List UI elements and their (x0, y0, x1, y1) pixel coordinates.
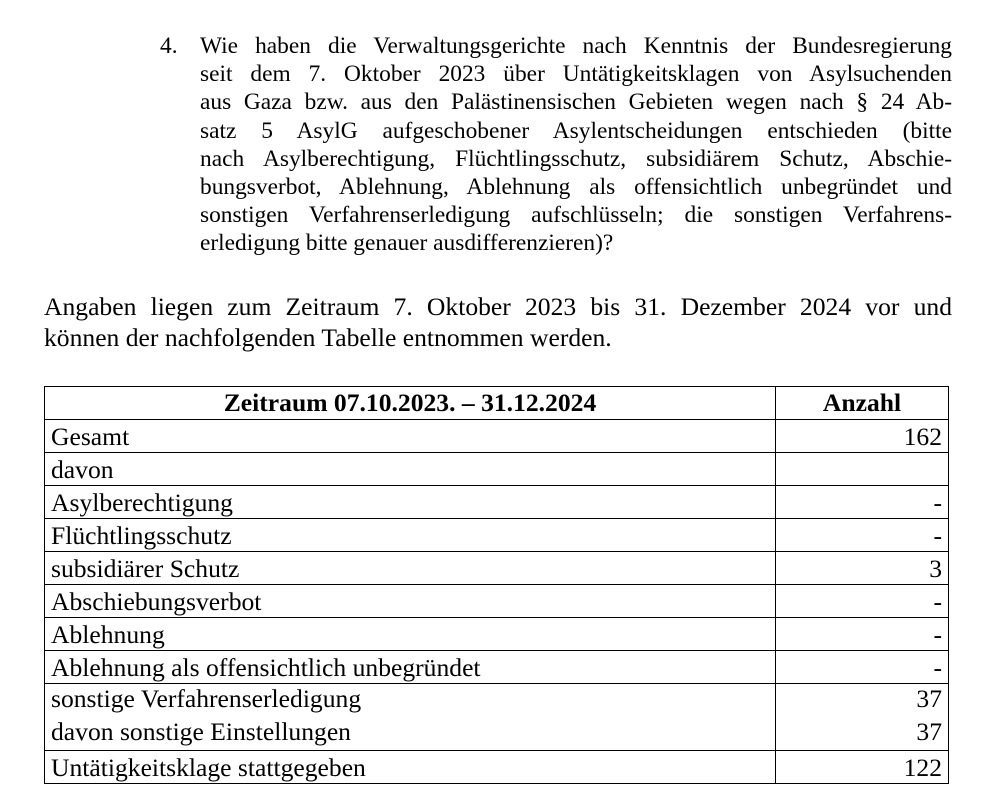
row-label: Flüchtlingsschutz (45, 519, 776, 552)
merged-label-cell (45, 684, 776, 751)
row-label: Ablehnung als offensichtlich unbegründet (45, 651, 776, 684)
row-subvalue: 37 (916, 717, 942, 746)
row-label: Untätigkeitsklage stattgegeben (45, 751, 776, 784)
row-value: 162 (776, 420, 949, 453)
row-label: sonstige Verfahrenserledigung (51, 684, 362, 713)
row-value: - (776, 618, 949, 651)
table-row (45, 651, 949, 684)
row-label: Gesamt (45, 420, 776, 453)
table-row (45, 453, 949, 486)
row-label: Asylberechtigung (45, 486, 776, 519)
row-value (776, 453, 949, 486)
row-label: Ablehnung (45, 618, 776, 651)
table-row (45, 751, 949, 784)
table-row (45, 618, 949, 651)
question-number: 4. (160, 33, 178, 59)
question-block (160, 32, 952, 258)
question-line: sonstigen Verfahrenserledigung aufschlüsseln; die sonstigen Verfahrens- (200, 202, 952, 229)
row-value: 122 (776, 751, 949, 784)
row-label: davon (45, 453, 776, 486)
table-row (45, 486, 949, 519)
row-value: - (776, 585, 949, 618)
answer-paragraph (44, 291, 952, 353)
header-count: Anzahl (776, 387, 949, 420)
answer-line: Angaben liegen zum Zeitraum 7. Oktober 2023 bis 31. Dezember 2024 vor und (44, 292, 952, 321)
question-line: Wie haben die Verwaltungsgerichte nach Kenntnis der Bundesregierung (200, 33, 952, 59)
row-value: - (776, 651, 949, 684)
question-line: nach Asylberechtigung, Flüchtlingsschutz, subsidiärem Schutz, Abschie- (200, 145, 952, 172)
question-line: bungsverbot, Ablehnung, Ablehnung als offensichtlich unbegründet und (200, 174, 952, 201)
row-value: 3 (776, 552, 949, 585)
question-line: aus Gaza bzw. aus den Palästinensischen Gebieten wegen nach § 24 Ab- (200, 89, 952, 116)
table-row (45, 519, 949, 552)
row-label: Abschiebungsverbot (45, 585, 776, 618)
table-row-merged (45, 684, 949, 751)
statistics-table (44, 386, 949, 784)
merged-value-cell (776, 684, 949, 751)
table-header-row (45, 387, 949, 420)
row-value: - (776, 519, 949, 552)
row-label: subsidiärer Schutz (45, 552, 776, 585)
table-row (45, 552, 949, 585)
question-text (200, 32, 952, 258)
answer-line: können der nachfolgenden Tabelle entnommen werden. (44, 323, 612, 352)
header-period: Zeitraum 07.10.2023. – 31.12.2024 (45, 387, 776, 420)
row-value: - (776, 486, 949, 519)
table-row (45, 585, 949, 618)
table-row (45, 420, 949, 453)
question-line: satz 5 AsylG aufgeschobener Asylentscheidungen entschieden (bitte (200, 117, 952, 144)
question-line: erledigung bitte genauer ausdifferenzieren)? (200, 230, 614, 257)
row-value: 37 (916, 684, 942, 713)
row-sublabel: davon sonstige Einstellungen (51, 717, 351, 746)
question-line: seit dem 7. Oktober 2023 über Untätigkeitsklagen von Asylsuchenden (200, 61, 952, 88)
